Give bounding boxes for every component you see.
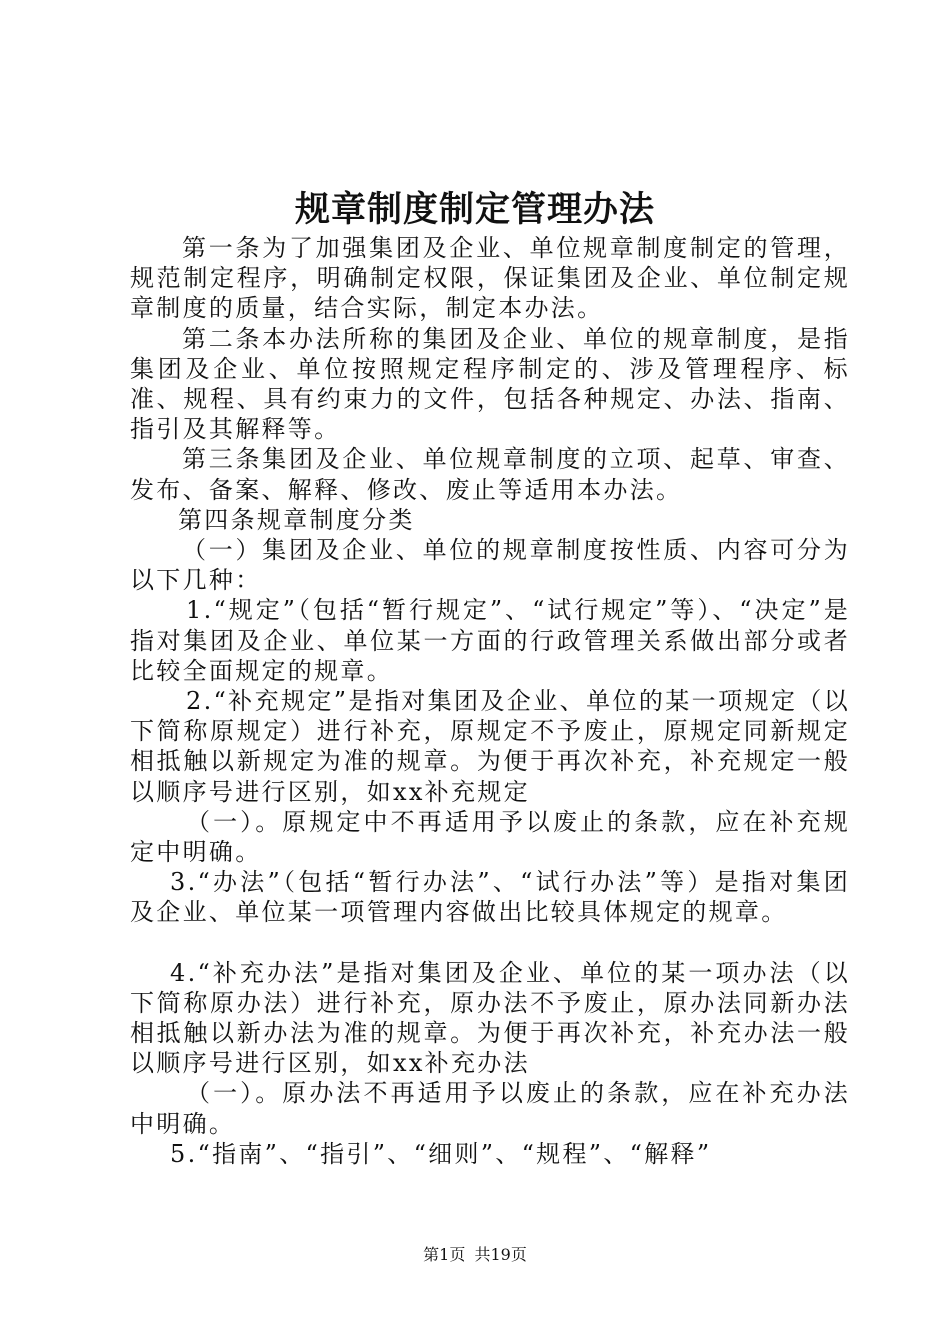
paragraph-item-1: 1.“规定”（包括“暂行规定”、“试行规定”等）、“决定”是指对集团及企业、单位某一方面的行政管理关系做出部分或者比较全面规定的规章。 — [130, 596, 850, 685]
page-number: 第1页 — [423, 1245, 466, 1264]
document-title: 规章制度制定管理办法 — [294, 189, 655, 230]
paragraph-item-5: 5.“指南”、“指引”、“细则”、“规程”、“解释” — [170, 1139, 712, 1168]
paragraph-article-1: 第一条为了加强集团及企业、单位规章制度制定的管理，规范制定程序，明确制定权限，保证集团及企业、单位制定规章制度的质量，结合实际，制定本办法。 — [130, 234, 850, 323]
paragraph-item-4-note: （一）。原办法不再适用予以废止的条款，应在补充办法中明确。 — [130, 1079, 850, 1138]
paragraph-item-3: 3.“办法”（包括“暂行办法”、“试行办法”等）是指对集团及企业、单位某一项管理内容做出比较具体规定的规章。 — [130, 868, 850, 927]
paragraph-article-4: 第四条规章制度分类 — [178, 505, 415, 534]
paragraph-item-4: 4.“补充办法”是指对集团及企业、单位的某一项办法（以下简称原办法）进行补充，原办法不予废止，原办法同新办法相抵触以新办法为准的规章。为便于再次补充，补充办法一般以顺序号进行区别，如xx补充办法 — [130, 958, 850, 1078]
paragraph-item-2: 2.“补充规定”是指对集团及企业、单位的某一项规定（以下简称原规定）进行补充，原规定不予废止，原规定同新规定相抵触以新规定为准的规章。为便于再次补充，补充规定一般以顺序号进行区别，如xx补充规定 — [130, 687, 850, 806]
page-footer — [0, 1244, 950, 1266]
document-body — [130, 233, 850, 1169]
paragraph-article-2: 第二条本办法所称的集团及企业、单位的规章制度，是指集团及企业、单位按照规定程序制定的、涉及管理程序、标准、规程、具有约束力的文件，包括各种规定、办法、指南、指引及其解释等。 — [130, 324, 850, 444]
paragraph-article-3: 第三条集团及企业、单位规章制度的立项、起草、审查、发布、备案、解释、修改、废止等适用本办法。 — [130, 445, 850, 504]
paragraph-gap — [130, 928, 850, 958]
page-total: 共19页 — [474, 1245, 527, 1264]
paragraph-item-2-note: （一）。原规定中不再适用予以废止的条款，应在补充规定中明确。 — [130, 807, 850, 867]
paragraph-category-1: （一）集团及企业、单位的规章制度按性质、内容可分为以下几种： — [130, 536, 850, 595]
